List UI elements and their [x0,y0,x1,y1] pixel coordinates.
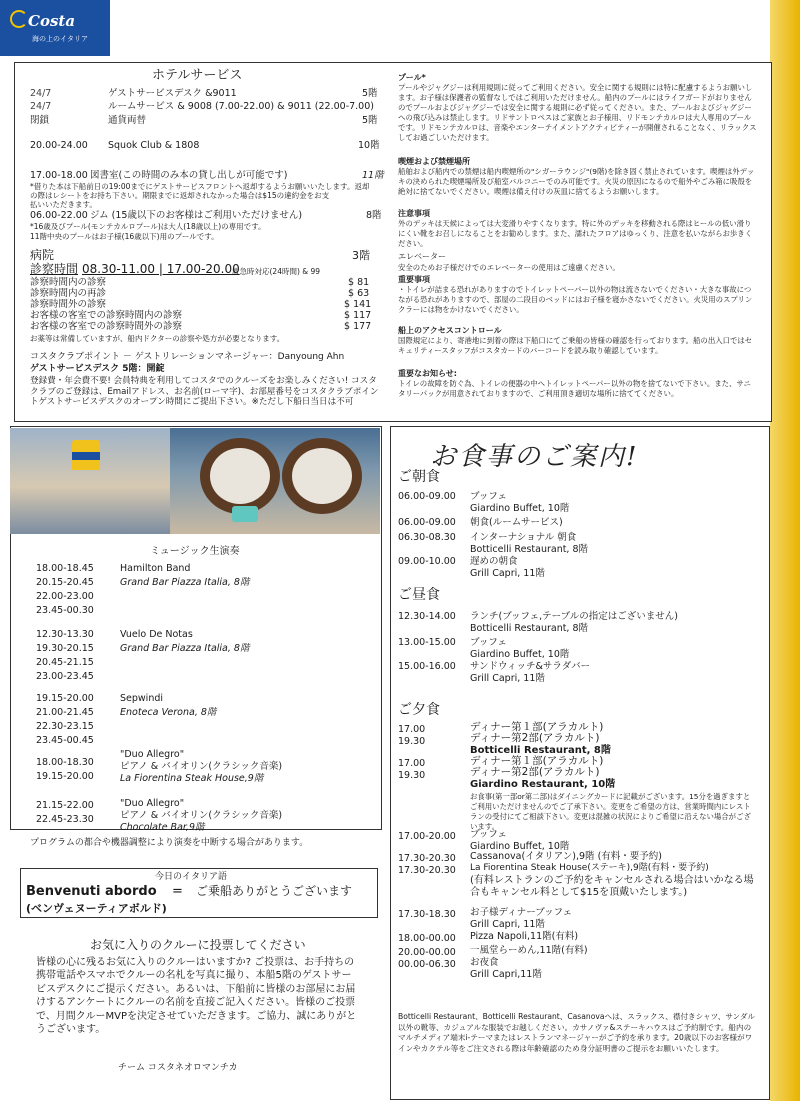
italian-equals: = [172,884,183,899]
pool-text: プールやジャグジーは利用規則に従ってご利用ください。安全に関する規則には特に配慮するようお願いします。お子様は保護者の監督なしではご利用いただけません。船内のプールにはライフガードがおりませんのでプールおよびジャグジーでは安全に関する規則に必ず従ってください。また、プールおよびジャグジーへの飛び込みは禁止します。リドサントロペスはご家族とお子様用、リドモンテカルロは大人専用のプールです。リドモンテカルロは、音楽やエンターテイメントアクティビティーが開催されることなく、リラックスしてお過ごしいただけます。 [398,83,757,142]
act-time: 22.45-23.30 [36,814,94,825]
fee-price: $ 81 [348,277,370,288]
caution-text: 外のデッキは天候によっては大変滑りやすくなります。特に外のデッキを移動される際はヒールの低い滑りにくい靴をお召しになることをお勧めします。また、濡れたフロアはゆっくり、注意を払いながらお歩きください。 [398,219,753,248]
act-place: Grand Bar Piazza Italia, 8階 [120,577,250,588]
late-name: ブッフェ [470,829,507,840]
access-title: 船上のアクセスコントロール [398,326,502,335]
clinic-emergency: 救急時対応(24時間) & 99 [232,267,321,276]
fee-price: $ 63 [348,288,370,299]
dinner-place: Botticelli Restaurant, 8階 [470,745,611,756]
caution-title: 注意事項 [398,209,430,218]
act-time: 19.15-20.00 [36,693,94,704]
late-cancel-note: (有料レストランのご予約をキャンセルされる場合はいかなる場合もキャンセル料として$15を頂戴いたします。) [470,875,754,898]
late-name: La Fiorentina Steak House(ステーキ),9階(有料・要予約) [470,863,709,873]
dinner-place: Giardino Restaurant, 10階 [470,779,616,790]
late-time: 18.00-00.00 [398,933,456,944]
dinner-text: ディナー第2部(アラカルト) [470,732,600,744]
act-time: 21.15-22.00 [36,800,94,811]
hotel-row-floor: 10階 [358,140,380,151]
meal-name: 遅めの朝食 [470,556,518,567]
logo-subtitle: 海の上のイタリア [32,35,88,43]
act-time: 18.00-18.45 [36,563,94,574]
late-name: お夜食 [470,957,499,968]
access-text: 国際規定により、寄港地に到着の際は下船口にてご乗船の皆様の確認を行っております。船の出入口ではセキュリティースタッフがコスタカードのバーコードを読み取り確認しています。 [398,336,753,355]
meal-name: ブッフェ [470,491,507,502]
meal-place: Botticelli Restaurant, 8階 [470,544,589,555]
library-text: 図書室(この時間のみ本の貸し出しが可能です) [90,170,288,181]
notice-title: 重要なお知らせ: [398,369,457,378]
act-name: Hamilton Band [120,563,191,574]
act-name: "Duo Allegro" [120,798,185,809]
italian-phrase: Benvenuti abordo [26,884,157,899]
fee-label: 診察時間外の診察 [30,299,107,310]
gym-note: 11階中央のプールはお子様(16歳以下)用のプールです。 [30,232,219,241]
dinner-time: 19.30 [398,736,426,747]
important-title: 重要事項 [398,275,430,284]
gym-note: *16歳及びプール(モンテカルロプール)は大人(18歳以上)の専用です。 [30,222,266,231]
late-place: Giardino Buffet, 10階 [470,841,570,852]
gym-time: 06.00-22.00 [30,210,88,221]
meal-place: Giardino Buffet, 10階 [470,503,570,514]
italian-reading: (ベンヴェヌーティアボルド) [26,902,167,915]
meal-place: Grill Capri, 11階 [470,673,545,684]
music-title: ミュージック生演奏 [150,546,240,557]
notice-text: トイレの故障を防ぐ為、トイレの便器の中へトイレットペーパー以外の物を捨てないで下さい。また、サニタリーパックが用意されておりますので、ご利用頂き適切な場所に捨ててください。 [398,379,751,398]
meal-place: Botticelli Restaurant, 8階 [470,623,589,634]
act-name: "Duo Allegro" [120,749,185,760]
late-time: 17.30-18.30 [398,909,456,920]
library-note: *借りた本は下船前日の19:00までにゲストサービスフロントへ返却するようお願いいたします。返却 [30,182,370,191]
italian-title: 今日のイタリア語 [155,872,228,882]
costa-c-icon [10,10,28,28]
fee-price: $ 141 [344,299,372,310]
act-place: La Fiorentina Steak House,9階 [120,773,264,784]
act-time: 21.00-21.45 [36,707,94,718]
late-time: 00.00-06.30 [398,959,456,970]
vote-title: お気に入りのクルーに投票してください [90,938,306,952]
gym-text: ジム (15歳以下のお客様はご利用いただけません) [90,210,303,221]
act-name: Sepwindi [120,693,164,704]
pod-chair-icon [282,438,362,514]
act-time: 18.00-18.30 [36,757,94,768]
vote-signature: チーム コスタネオロマンチカ [118,1063,238,1073]
meal-time: 06.30-08.30 [398,532,456,543]
dinner-text: ディナー第１部(アラカルト) [470,755,604,767]
dinner-time: 19.30 [398,770,426,781]
late-time: 17.30-20.30 [398,853,456,864]
italian-meaning: ご乗船ありがとうございます [196,884,353,898]
act-time: 19.15-20.00 [36,771,94,782]
fee-price: $ 117 [344,310,372,321]
late-time: 17.00-20.00 [398,831,456,842]
hotel-row-time: 24/7 [30,88,52,99]
act-time: 22.30-23.15 [36,721,94,732]
club-line: コスタクラブポイント － ゲストリレーションマネージャー：Danyoung Ahn [30,352,345,362]
hotel-row-text: Squok Club & 1808 [108,140,200,151]
act-time: 12.30-13.30 [36,629,94,640]
clinic-hours: 08.30-11.00 | 17.00-20.00 [82,262,240,276]
hotel-row-text: 通貨両替 [108,115,147,126]
breakfast-heading: ご朝食 [398,469,440,485]
smoke-title: 喫煙および禁煙場所 [398,157,470,166]
elevator-text: 安全のためお子様だけでのエレベーターの使用はご遠慮ください。 [398,263,620,272]
fee-label: 診察時間内の再診 [30,288,107,299]
fee-price: $ 177 [344,321,372,332]
dinner-text: ディナー第１部(アラカルト) [470,721,604,733]
meal-name: ランチ(ブッフェ,テーブルの指定はございません) [470,611,678,622]
hotel-title: ホテルサービス [152,68,243,83]
funnel-band [72,452,100,460]
late-name: Cassanova(イタリアン),9階 (有料・要予約) [470,851,662,862]
dining-title: お食事のご案内! [430,442,639,472]
act-time: 20.15-20.45 [36,577,94,588]
costa-logo [0,0,110,56]
lunch-heading: ご昼食 [398,587,440,603]
music-note: プログラムの都合や機器調整により演奏を中断する場合があります。 [30,838,309,848]
library-floor: 11階 [362,170,384,181]
meal-place: Giardino Buffet, 10階 [470,649,570,660]
clinic-note: お薬等は常備していますが、船内ドクターの診察や処方が必要となります。 [30,334,285,343]
fee-label: お客様の客室での診察時間内の診察 [30,310,183,321]
act-sub: ピアノ & バイオリン(クラシック音楽) [120,810,283,821]
late-time: 20.00-00.00 [398,947,456,958]
act-time: 23.00-23.45 [36,671,94,682]
late-name: 一風堂らーめん,11階(有料) [470,945,588,956]
meal-time: 09.00-10.00 [398,556,456,567]
logo-text: Costa [28,12,76,30]
vote-text: 皆様の心に残るお気に入りのクルーはいますか? ご投票は、お手持ちの携帯電話やスマホでクルーの名札を写真に撮り、本船5階のゲストサービスデスクにご提示ください。あるいは、下船前に皆様のお部屋にお届けするアンケートにクルーの名前を直接ご記入ください。皆様のご投票で、月間クルーMVPを決定させていただきます。ご協力、誠にありがとうございます。 [36,957,357,1036]
act-time: 20.45-21.15 [36,657,94,668]
library-note: の際はレシートをお持ち下さい。期限までに返却されなかった場合は$15の違約金をお支 [30,191,330,200]
meal-time: 06.00-09.00 [398,491,456,502]
clinic-hours-label: 診察時間 [30,262,79,276]
act-time: 22.00-23.00 [36,591,94,602]
late-place: Grill Capri,11階 [470,969,542,980]
late-place: Grill Capri, 11階 [470,919,545,930]
important-text: ・トイレが詰まる恐れがありますのでトイレットペーパー以外の物は流さないでください・大きな事故につながる恐れがありますので、部屋の二段目のベッドにはお子様を寝かさないでください。火災用のスプリンクラーには物をかけないでください。 [398,285,753,314]
act-sub: ピアノ & バイオリン(クラシック音楽) [120,761,283,772]
dining-footer: Botticelli Restaurant、Botticelli Restaurant、Casanovaへは、スラックス、襟付きシャツ、サンダル以外の靴等、カジュアルな服装でお越しください。カサノヴァ&ステーキハウスはご予約制です。船内のマルチメディア端末i-テーマまたはレストランマネージャーがご予約を承ります。20歳以下のお客様がワインやカクテル等をご注文される際は年齢確認のため身分証明書のご提示をお願いいたします。 [398,1012,756,1053]
meal-name: ブッフェ [470,637,507,648]
fee-label: お客様の客室での診察時間外の診察 [30,321,183,332]
library-time: 17.00-18.00 [30,170,88,181]
club-paragraph: 登録費・年会費不要! 会員特典を利用してコスタでのクルーズをお楽しみください! コスタクラブのご登録は、Emailアドレス、お名前(ローマ字)、お部屋番号をコスタクラブポイントゲストサービスデスクのオープン時間にご提出下さい。※ただし下船日当日は不可 [30,376,379,407]
hotel-row-floor: 5階 [362,88,378,99]
hotel-row-time: 20.00-24.00 [30,140,88,151]
meal-place: Grill Capri, 11階 [470,568,545,579]
late-name: お子様ディナーブッフェ [470,907,573,918]
meal-time: 12.30-14.00 [398,611,456,622]
meal-time: 13.00-15.00 [398,637,456,648]
clinic-title: 病院 [30,248,55,262]
gym-floor: 8階 [366,210,382,221]
cushion-icon [232,506,258,522]
elevator-title: エレベーター [398,252,446,261]
dinner-time: 17.00 [398,758,426,769]
dinner-note: お食事(第一部or第二部)はダイニングカードに記載がございます。15分を過ぎますとご利用いただけませんのでご了承下さい。変更をご希望の方は、営業時間内にレストランの受付にてご相談下さい。変更は混雑の状況によりご希望に沿えない場合がございます。 [470,792,751,831]
hotel-row-text: ルームサービス & 9008 (7.00-22.00) & 9011 (22.00-7.00) [108,101,374,112]
hotel-row-time: 閉鎖 [30,115,50,126]
top-banner [0,0,800,58]
dinner-heading: ご夕食 [398,702,440,718]
dinner-time: 17.00 [398,724,426,735]
clinic-floor: 3階 [352,249,370,262]
hotel-row-time: 24/7 [30,101,52,112]
dinner-text: ディナー第2部(アラカルト) [470,766,600,778]
act-time: 23.45-00.30 [36,605,94,616]
yellow-edge-strip [770,0,800,1101]
meal-name: サンドウィッチ&サラダバー [470,661,591,672]
act-place: Chocolate Bar,9階 [120,822,205,833]
act-name: Vuelo De Notas [120,629,193,640]
act-place: Enoteca Verona, 8階 [120,707,217,718]
fee-label: 診察時間内の診察 [30,277,107,288]
club-line: ゲストサービスデスク 5階：開錠 [30,364,165,374]
library-note: 払いいただきます。 [30,200,97,209]
act-time: 23.45-00.45 [36,735,94,746]
meal-time: 15.00-16.00 [398,661,456,672]
pool-title: プール* [398,73,426,82]
meal-time: 06.00-09.00 [398,517,456,528]
smoke-text: 船舶および船内での禁煙は船内喫煙所の"シガーラウンジ"(9階)を除き固く禁止されています。喫煙は外デッキの決められた喫煙場所及び船室バルコニーでのみ可能です。火災の原因になるので船外やごみ箱に吸殻を絶対に捨てないでください。喫煙は備え付けの灰皿に捨てるようお願いします。 [398,167,755,196]
meal-name: 朝食(ルームサービス) [470,517,563,528]
meal-name: インターナショナル 朝食 [470,532,577,543]
act-time: 19.30-20.15 [36,643,94,654]
pod-chair-icon [200,438,280,514]
late-time: 17.30-20.30 [398,865,456,876]
act-place: Grand Bar Piazza Italia, 8階 [120,643,250,654]
late-name: Pizza Napoli,11階(有料) [470,931,579,942]
hotel-row-text: ゲストサービスデスク &9011 [108,88,237,99]
hotel-row-floor: 5階 [362,115,378,126]
